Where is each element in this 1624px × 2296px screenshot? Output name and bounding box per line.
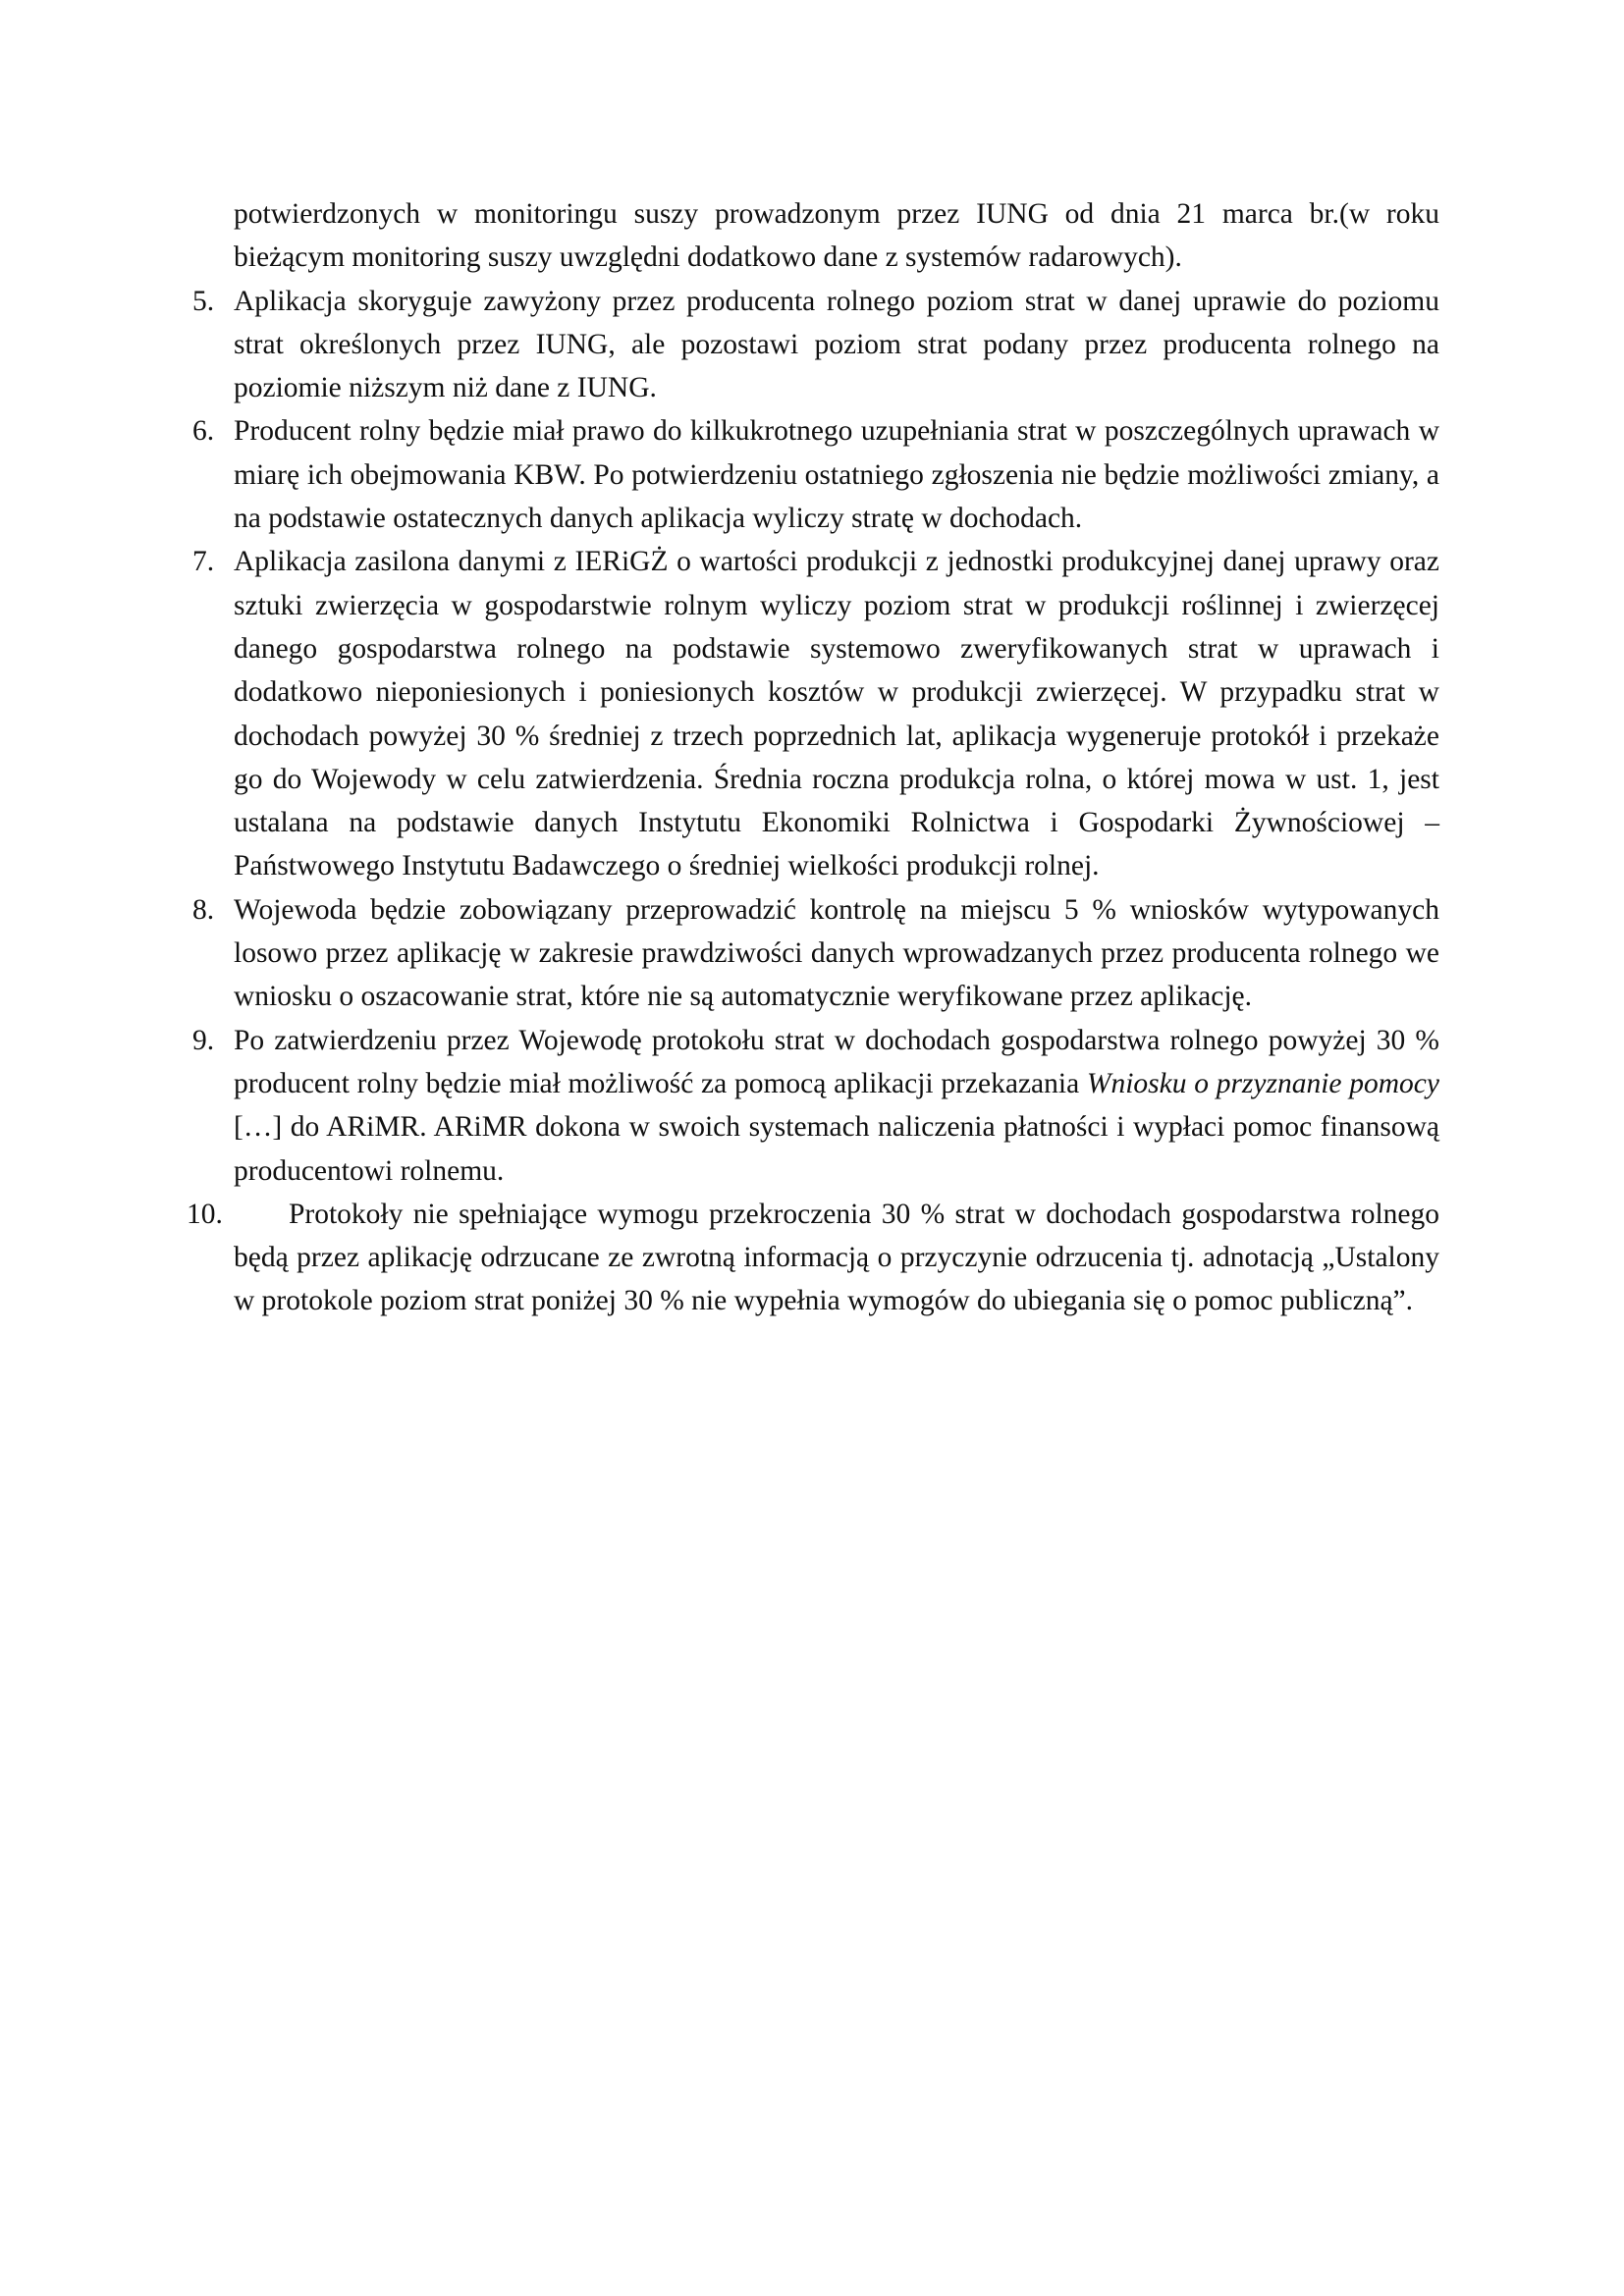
list-item-10 xyxy=(187,1193,1439,1323)
list-item-text-italic: Wniosku o przyznanie pomocy xyxy=(1086,1067,1439,1099)
list-item-text-after: […] do ARiMR. ARiMR dokona w swoich systemach naliczenia płatności i wypłaci pomoc finansową producentowi rolnemu. xyxy=(234,1111,1439,1187)
list-item-number: 10. xyxy=(187,1198,223,1230)
list-item-7 xyxy=(192,540,1439,887)
list-item-text: Aplikacja zasilona danymi z IERiGŻ o wartości produkcji z jednostki produkcyjnej danej uprawy oraz sztuki zwierzęcia w gospodarstwie rolnym wyliczy poziom strat w produkcji roślinnej i zwierzęcej danego gospodarstwa rolnego na podstawie systemowo zweryfikowanych strat w uprawach i dodatkowo nieponiesionych i poniesionych kosztów w produkcji zwierzęcej. W przypadku strat w dochodach powyżej 30 % średniej z trzech poprzednich lat, aplikacja wygeneruje protokół i przekaże go do Wojewody w celu zatwierdzenia. Średnia roczna produkcja rolna, o której mowa w ust. 1, jest ustalana na podstawie danych Instytutu Ekonomiki Rolnictwa i Gospodarki Żywnościowej – Państwowego Instytutu Badawczego o średniej wielkości produkcji rolnej. xyxy=(234,546,1439,882)
list-item-number: 9. xyxy=(192,1024,215,1056)
list-item-text: Wojewoda będzie zobowiązany przeprowadzić kontrolę na miejscu 5 % wniosków wytypowanych losowo przez aplikację w zakresie prawdziwości danych wprowadzanych przez producenta rolnego we wniosku o oszacowanie strat, które nie są automatycznie weryfikowane przez aplikację. xyxy=(234,893,1439,1013)
list-item-5 xyxy=(192,280,1439,410)
list-item-text: Aplikacja skoryguje zawyżony przez producenta rolnego poziom strat w danej uprawie do poziomu strat określonych przez IUNG, ale pozostawi poziom strat podany przez producenta rolnego na poziomie niższym niż dane z IUNG. xyxy=(234,285,1439,404)
list-item-number: 6. xyxy=(192,415,215,448)
list-item-number: 5. xyxy=(192,285,215,317)
list-item-number: 8. xyxy=(192,893,215,926)
document-body xyxy=(187,192,1439,1323)
list-item-text-before: Po zatwierdzeniu przez Wojewodę protokołu strat w dochodach gospodarstwa rolnego powyżej 30 % producent rolny będzie miał możliwość za pomocą aplikacji przekazania xyxy=(234,1024,1439,1099)
list-item-number: 7. xyxy=(192,546,215,578)
list-item-9 xyxy=(192,1019,1439,1193)
continuation-paragraph: potwierdzonych w monitoringu suszy prowadzonym przez IUNG od dnia 21 marca br.(w roku bieżącym monitoring suszy uwzględni dodatkowo dane z systemów radarowych). xyxy=(234,198,1439,274)
list-item-8 xyxy=(192,888,1439,1019)
list-item-6 xyxy=(192,409,1439,540)
list-item-text: Producent rolny będzie miał prawo do kilkukrotnego uzupełniania strat w poszczególnych uprawach w miarę ich obejmowania KBW. Po potwierdzeniu ostatniego zgłoszenia nie będzie możliwości zmiany, a na podstawie ostatecznych danych aplikacja wyliczy stratę w dochodach. xyxy=(234,415,1439,535)
list-item-text: Protokoły nie spełniające wymogu przekroczenia 30 % strat w dochodach gospodarstwa rolnego będą przez aplikację odrzucane ze zwrotną informacją o przyczynie odrzucenia tj. adnotacją „Ustalony w protokole poziom strat poniżej 30 % nie wypełnia wymogów do ubiegania się o pomoc publiczną”. xyxy=(234,1198,1439,1317)
